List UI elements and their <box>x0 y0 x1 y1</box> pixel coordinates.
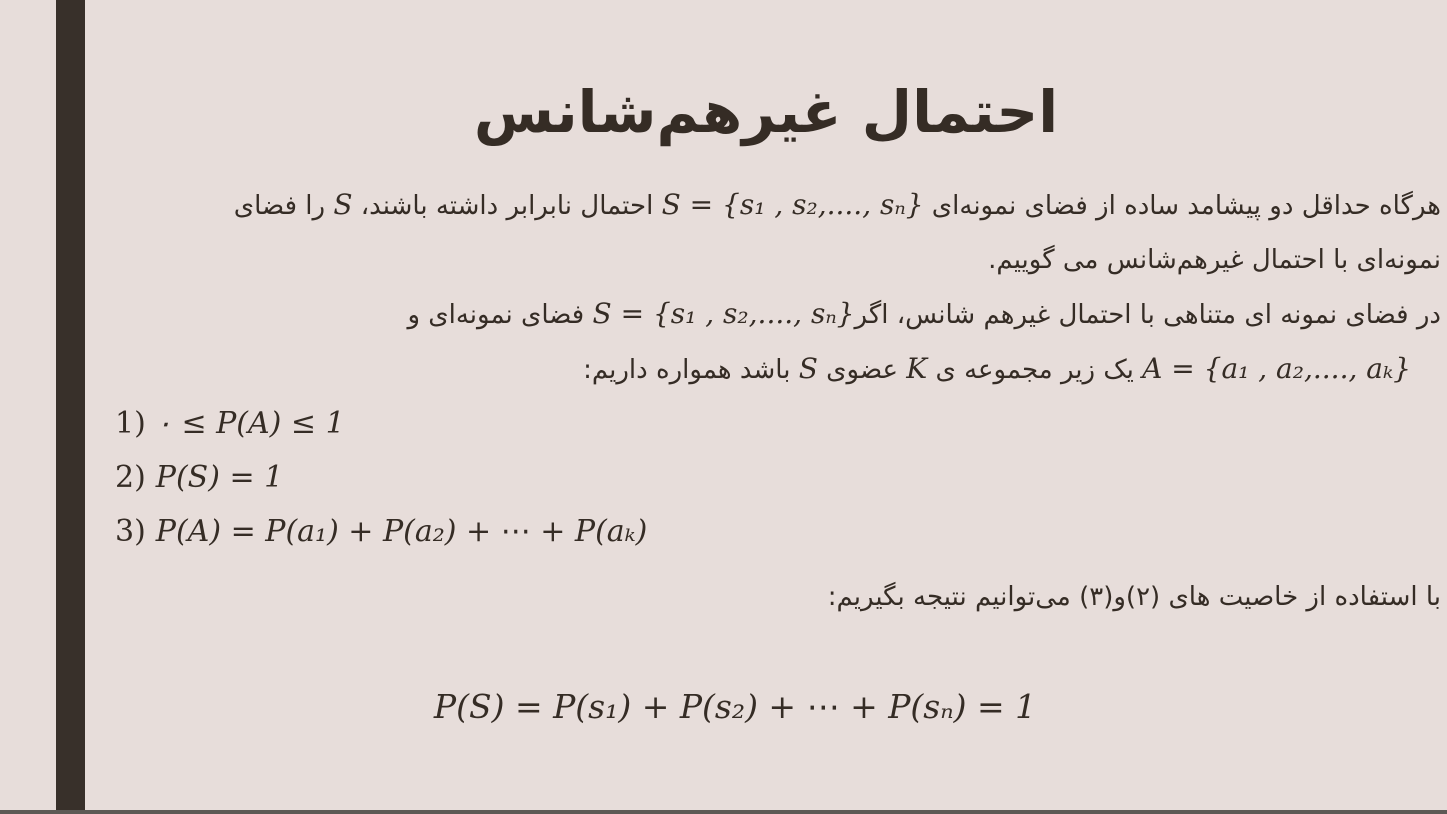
left-accent-bar <box>56 0 85 814</box>
property-list <box>85 397 1447 559</box>
symbol-k: K <box>906 352 928 385</box>
definition-line-2-text-c: باشد همواره داریم: <box>583 355 799 385</box>
definition-line-1 <box>85 287 1447 342</box>
definition-line-1-text-a: در فضای نمونه ای متناهی با احتمال غیرهم شانس، اگر <box>854 300 1441 330</box>
intro-paragraph <box>85 178 1447 287</box>
intro-line-1-text-b: احتمال نابرابر داشته باشند، <box>352 191 662 221</box>
note-line: با استفاده از خاصیت های (۲)و(۳) می‌توانیم نتیجه بگیریم: <box>827 582 1441 612</box>
sample-space-formula-2: S = {s₁ , s₂,...., sₙ} <box>592 297 855 330</box>
set-symbol-s: S <box>333 188 353 221</box>
property-1-formula: ۰ ≤ P(A) ≤ 1 <box>155 406 345 441</box>
property-1-number: 1) <box>115 406 146 441</box>
definition-line-2 <box>85 342 1447 397</box>
property-2-formula: P(S) = 1 <box>155 460 284 495</box>
definition-line-2-text-a: یک زیر مجموعه ی <box>927 355 1143 385</box>
intro-line-1 <box>85 178 1447 233</box>
property-item-3 <box>85 505 1447 559</box>
property-item-2 <box>85 451 1447 505</box>
sample-space-formula: S = {s₁ , s₂,...., sₙ} <box>661 188 924 221</box>
intro-line-1-text-c: را فضای <box>233 191 334 221</box>
property-item-1 <box>85 397 1447 451</box>
slide-content <box>85 0 1447 810</box>
conclusion-formula: P(S) = P(s₁) + P(s₂) + ⋯ + P(sₙ) = 1 <box>433 687 1037 726</box>
footer-strip <box>0 810 1447 814</box>
intro-line-2: نمونه‌ای با احتمال غیرهم‌شانس می گوییم. <box>988 245 1441 275</box>
property-3-number: 3) <box>115 514 146 549</box>
intro-line-1-text-a: هرگاه حداقل دو پیشامد ساده از فضای نمونه‌ای <box>923 191 1441 221</box>
property-3-formula: P(A) = P(a₁) + P(a₂) + ⋯ + P(aₖ) <box>155 514 648 549</box>
definition-line-2-text-b: عضوی <box>817 355 907 385</box>
definition-line-1-text-b: فضای نمونه‌ای و <box>407 300 593 330</box>
definition-paragraph <box>85 287 1447 397</box>
subset-a-formula: A = {a₁ , a₂,...., aₖ} <box>1142 352 1411 385</box>
property-2-number: 2) <box>115 460 146 495</box>
slide-title: احتمال غیرهم‌شانس <box>473 78 1059 146</box>
symbol-s: S <box>798 352 818 385</box>
